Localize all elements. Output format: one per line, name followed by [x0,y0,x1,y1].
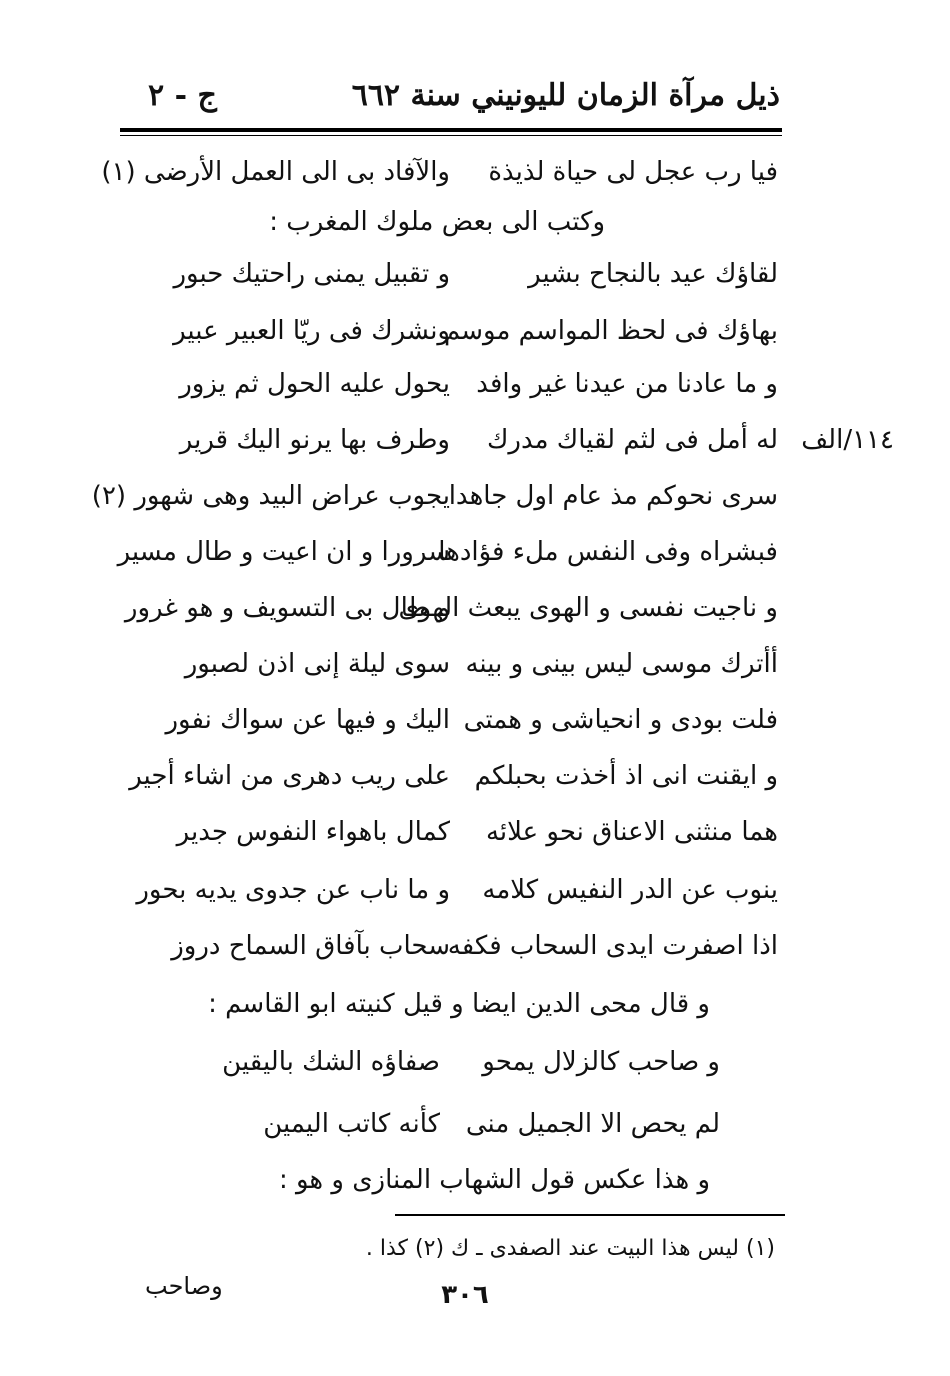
verse-hemistich-first: سرى نحوكم مذ عام اول جاهدا [448,481,778,511]
verse-hemistich-first: و ايقنت انى اذ أخذت بحبلكم [474,761,778,791]
verse-hemistich-second: و طال بى التسويف و هو غرور [124,593,450,623]
prose-line-shihab: و هذا عكس قول الشهاب المنازى و هو : [278,1165,710,1195]
verse [180,1042,720,1082]
running-header [118,78,780,124]
margin-folio-note: ١١٤/الف [801,425,894,455]
verse [150,311,778,351]
header-rule-thick [120,128,782,132]
intro-verse [101,152,778,192]
verse [150,812,778,852]
prose-line-muhyi: و قال محى الدين ايضا و قيل كنيته ابو القاسم : [208,989,710,1019]
verse-hemistich-first: فيا رب عجل لى حياة لذيذة [488,157,778,187]
verse-hemistich-first: و ناجيت نفسى و الهوى يبعث الهوى [398,593,778,623]
verse [91,476,778,516]
verse-hemistich-second: صفاؤه الشك باليقين [222,1047,440,1077]
verse-hemistich-first: و ما عادنا من عيدنا غير وافد [476,369,778,399]
verse-hemistich-first: لم يحص الا الجميل منى [465,1109,720,1139]
page-number: ٣٠٦ [441,1280,489,1310]
verse-hemistich-first: و صاحب كالزلال يمحو [482,1047,720,1077]
verse [150,254,778,294]
verse [129,756,778,796]
verse-hemistich-second: سوى ليلة إنى اذن لصبور [184,649,450,679]
verse-hemistich-second: ونشرك فى ريّا العبير عبير [173,316,450,346]
header-volume: ج - ٢ [148,78,217,113]
verse-hemistich-first: ينوب عن الدر النفيس كلامه [482,875,778,905]
verse-hemistich-second: وطرف بها يرنو اليك قرير [179,425,450,455]
verse-hemistich-first: اذا اصفرت ايدى السحاب فكفه [447,931,778,961]
verse [150,700,778,740]
verse-hemistich-second: و تقبيل يمنى راحتيك حبور [173,259,450,289]
verse-hemistich-second: يحول عليه الحول ثم يزور [179,369,450,399]
verse [124,588,778,628]
catchword: وصاحب [145,1272,223,1300]
footnote-rule [395,1214,785,1216]
verse-hemistich-second: يجوب عراض البيد وهى شهور (٢) [91,481,450,511]
prose-line-letter: وكتب الى بعض ملوك المغرب : [269,207,605,237]
verse-hemistich-second: اليك و فيها عن سواك نفور [165,705,450,735]
verse [150,364,778,404]
verse [117,532,778,572]
verse [150,420,778,460]
verse-hemistich-second: سحاب بآفاق السماح دروز [171,931,450,961]
verse-hemistich-second: والآفاد بى الى العمل الأرضى (١) [101,157,450,187]
verse-hemistich-first: فبشراه وفى النفس ملء فؤادها [438,537,778,567]
verse-hemistich-second: على ريب دهرى من اشاء أجير [129,761,450,791]
verse-hemistich-second: سرورا و ان اعيت و طال مسير [117,537,450,567]
verse-hemistich-first: لقاؤك عيد بالنجاح بشير [528,259,778,289]
footnote: (١) ليس هذا البيت عند الصفدى ـ ك (٢) كذا . [365,1236,775,1261]
verse-hemistich-first: بهاؤك فى لحظ المواسم موسم [443,316,778,346]
verse-hemistich-first: فلت بودى و انحياشى و همتى [463,705,778,735]
verse [136,870,778,910]
verse-hemistich-second: كمال باهواء النفوس جدير [176,817,450,847]
verse-hemistich-second: و ما ناب عن جدوى يديه بحور [136,875,450,905]
header-rule-thin [120,135,782,136]
verse [150,926,778,966]
verse [150,644,778,684]
verse-hemistich-second: كأنه كاتب اليمين [263,1109,440,1139]
verse-hemistich-first: له أمل فى لثم لقياك مدرك [486,425,778,455]
header-title: ذيل مرآة الزمان لليونيني سنة ٦٦٢ [351,78,780,113]
verse-hemistich-first: أأترك موسى ليس بينى و بينه [465,649,778,679]
verse [180,1104,720,1144]
verse-hemistich-first: هما منثنى الاعناق نحو علائه [485,817,778,847]
